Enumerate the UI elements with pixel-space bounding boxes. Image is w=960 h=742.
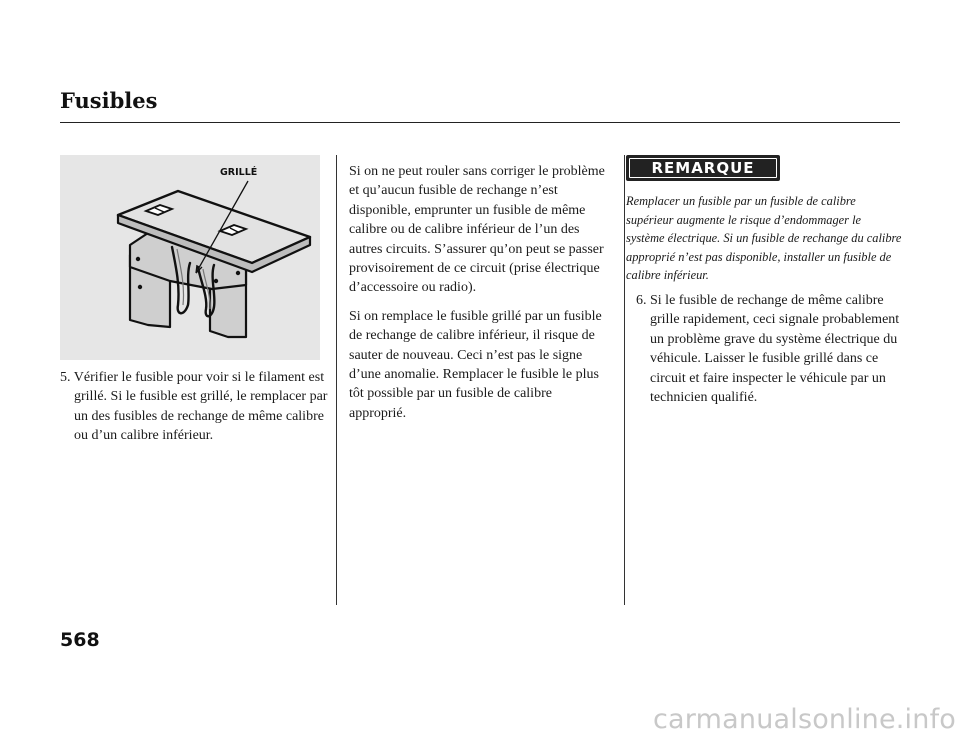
figure-label-blown: GRILLÉ [220, 167, 258, 178]
step-6 [636, 291, 904, 407]
notice-badge [626, 155, 780, 181]
notice-label: REMARQUE [629, 158, 777, 178]
column-divider-2 [624, 155, 625, 605]
middle-column [349, 162, 611, 432]
page-number: 568 [60, 629, 100, 651]
middle-paragraph-2: Si on remplace le fusible grillé par un fusible de rechange de calibre inférieur, il risque de sauter de nouveau. Ceci n’est pas le signe d’une anomalie. Remplacer le fusible le plus tôt possible par un fusible de calibre approprié. [349, 308, 602, 421]
step-5-text: 5. Vérifier le fusible pour voir si le filament est grillé. Si le fusible est grillé, le remplacer par un des fusibles de rechange de même calibre ou d’un calibre inférieur. [60, 370, 328, 444]
middle-paragraph-1: Si on ne peut rouler sans corriger le problème et qu’aucun fusible de rechange n’est disponible, emprunter un fusible de même calibre ou de calibre inférieur de l’un des autres circuits. S’assurer qu’on peut se passer provisoirement de ce circuit (prise électrique d’accessoire ou radio). [349, 164, 605, 296]
step-5 [60, 368, 330, 446]
section-title: Fusibles [60, 88, 158, 113]
header-rule [60, 122, 900, 123]
notice-text: Remplacer un fusible par un fusible de calibre supérieur augmente le risque d’endommager le système électrique. Si un fusible de rechange du calibre approprié n’est pas disponible, installer un fusible de calibre inférieur. [626, 194, 902, 282]
step-6-text: 6. Si le fusible de rechange de même calibre grille rapidement, ceci signale probablement un problème grave du système électrique du véhicule. Laisser le fusible grillé dans ce circuit et faire inspecter le véhicule par un technicien qualifié. [636, 293, 900, 406]
column-divider-1 [336, 155, 337, 605]
watermark: carmanualsonline.info [653, 704, 956, 735]
fuse-drawing [60, 155, 320, 360]
blown-fuse-illustration [60, 155, 320, 360]
